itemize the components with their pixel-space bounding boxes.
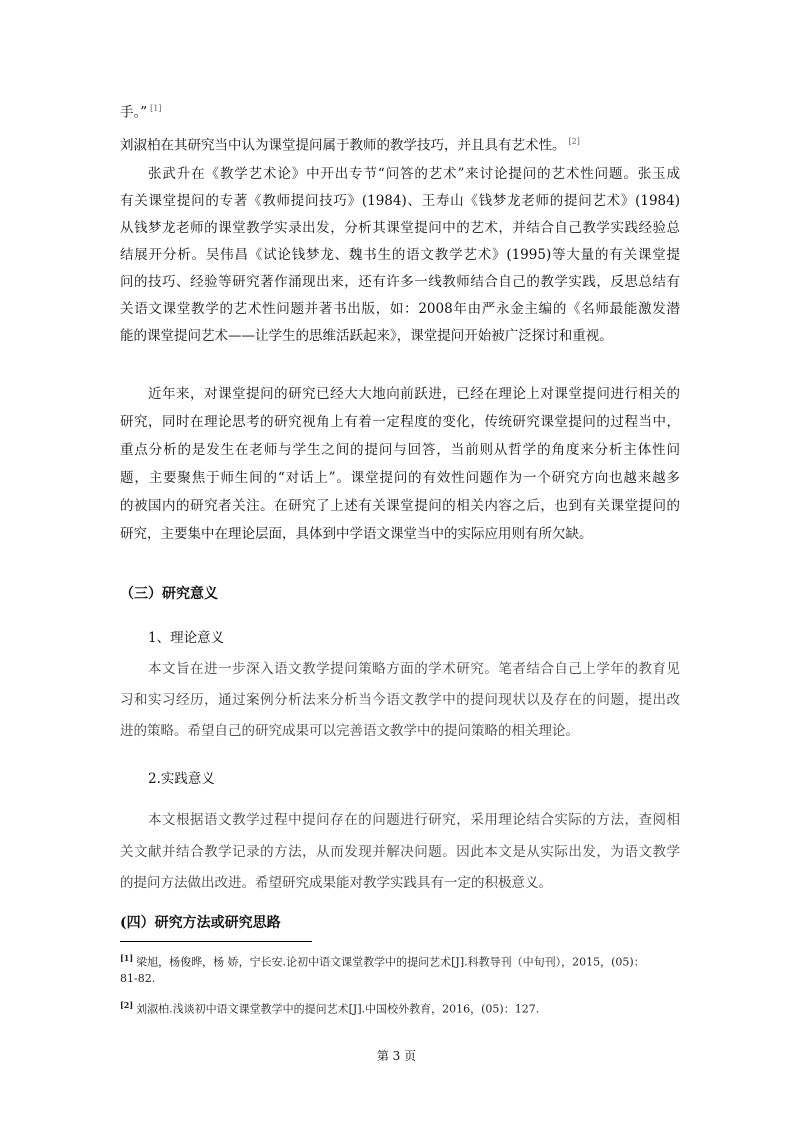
text-line: 有关课堂提问的专著《教师提问技巧》(1984)、王寿山《钱梦龙老师的提问艺术》(1984) (120, 193, 680, 209)
text-line: 本文旨在进一步深入语文教学提问策略方面的学术研究。笔者结合自己上学年的教育见 (148, 661, 680, 677)
footnote-marker: [1] (120, 953, 134, 963)
subsection-heading: 2.实践意义 (148, 771, 215, 787)
text-line: 近年来，对课堂提问的研究已经大大地向前跃进，已经在理论上对课堂提问进行相关的 (148, 386, 680, 402)
citation-ref[interactable]: [1] (150, 104, 162, 113)
footnote-continuation: 81-82. (120, 972, 156, 985)
text-line: 重点分析的是发生在老师与学生之间的提问与回答，当前则从哲学的角度来分析主体性问 (120, 442, 680, 458)
text-line: 能的课堂提问艺术——让学生的思维活跃起来》，课堂提问开始被广泛探讨和重视。 (120, 328, 613, 344)
text-line: 刘淑柏在其研究当中认为课堂提问属于教师的教学技巧，并且具有艺术性。 [2] (120, 137, 580, 154)
text-line: 从钱梦龙老师的课堂教学实录出发，分析其课堂提问中的艺术，并结合自己教学实践经验总 (120, 220, 680, 236)
text-line: 本文根据语文教学过程中提问存在的问题进行研究，采用理论结合实际的方法，查阅相 (148, 812, 680, 828)
text-line: 问的技巧、经验等研究著作涌现出来，还有许多一线教师结合自己的教学实践，反思总结有 (120, 274, 680, 290)
text-line: 研究，同时在理论思考的研究视角上有着一定程度的变化，传统研究课堂提问的过程当中， (120, 414, 680, 430)
text-line: 关文献并结合教学记录的方法，从而发现并解决问题。因此本文是从实际出发，为语文教学 (120, 844, 680, 860)
footnote: [1] 梁旭，杨俊晔，杨 娇，宁长安.论初中语文课堂教学中的提问艺术[J].科教导刊（中旬刊），2015，(05)： (120, 953, 645, 969)
subsection-heading: 1、理论意义 (148, 630, 225, 646)
text-line: 关语文课堂教学的艺术性问题并著书出版，如：2008年由严永金主编的《名师最能激发潜 (120, 301, 680, 317)
text-line: 习和实习经历，通过案例分析法来分析当今语文教学中的提问现状以及存在的问题，提出改 (120, 692, 680, 708)
section-heading: (四）研究方法或研究思路 (120, 915, 281, 931)
citation-ref[interactable]: [2] (568, 137, 580, 146)
text-line: 的提问方法做出改进。希望研究成果能对教学实践具有一定的积极意义。 (120, 875, 552, 891)
text-line: 结展开分析。吴伟昌《试论钱梦龙、魏书生的语文教学艺术》(1995)等大量的有关课堂提 (120, 247, 680, 263)
footnote-divider (120, 941, 312, 942)
footnote-marker: [2] (120, 1000, 134, 1010)
page-number: 第 3 页 (376, 1049, 417, 1063)
text-line: 进的策略。希望自己的研究成果可以完善语文教学中的提问策略的相关理论。 (120, 723, 579, 739)
text-line: 手。” [1] (120, 104, 162, 121)
text-line: 研究，主要集中在理论层面，具体到中学语文课堂当中的实际应用则有所欠缺。 (120, 526, 593, 542)
text-line: 题，主要聚焦于师生间的“对话上”。课堂提问的有效性问题作为一个研究方向也越来越多 (120, 470, 680, 486)
text-line: 张武升在《教学艺术论》中开出专节“问答的艺术”来讨论提问的艺术性问题。张玉成 (148, 166, 680, 182)
footnote: [2] 刘淑柏.浅谈初中语文课堂教学中的提问艺术[J].中国校外教育，2016，(05)：127. (120, 1000, 540, 1016)
section-heading: （三）研究意义 (120, 586, 218, 602)
text-line: 的被国内的研究者关注。在研究了上述有关课堂提问的相关内容之后，也到有关课堂提问的 (120, 498, 680, 514)
